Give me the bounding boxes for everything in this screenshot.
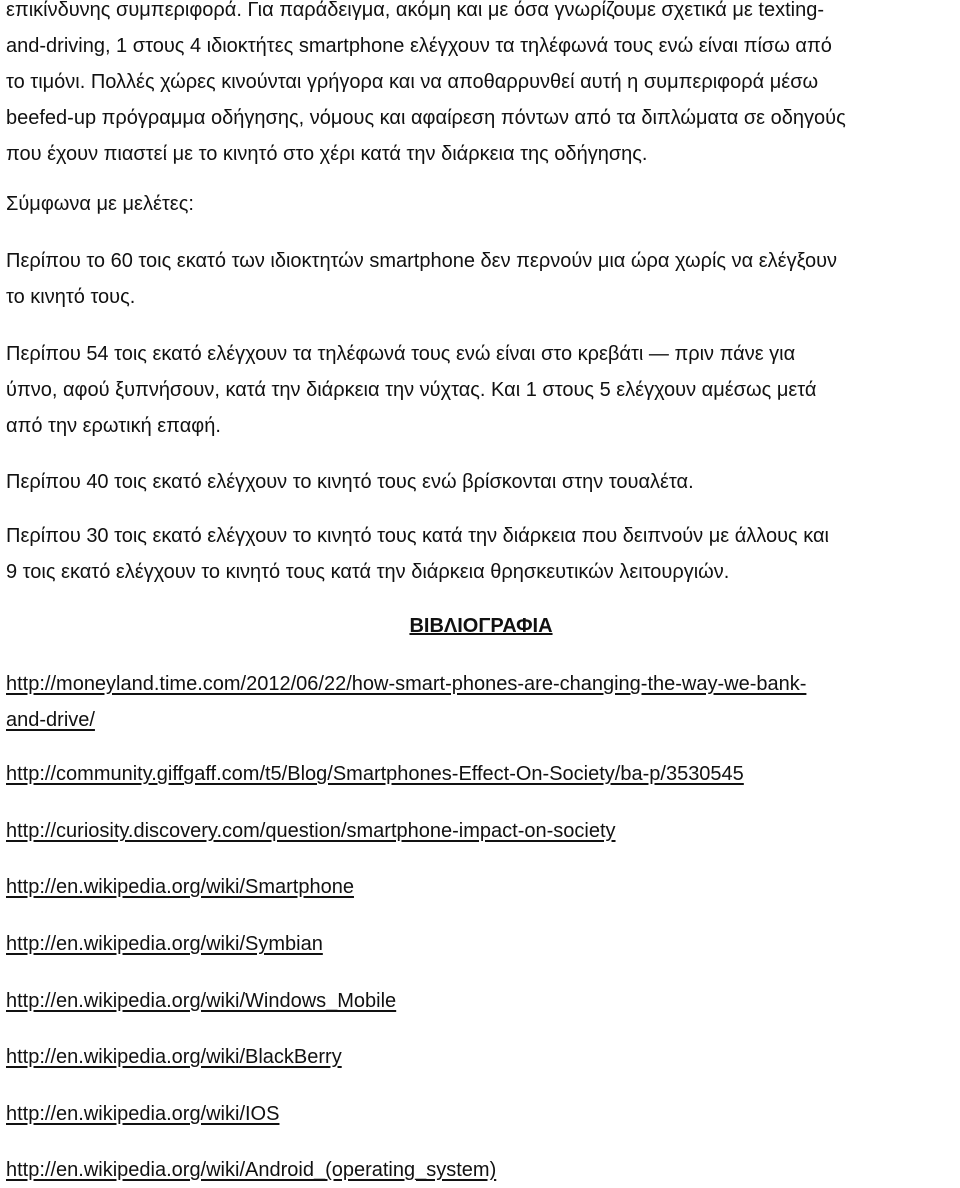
- text-line: από την ερωτική επαφή.: [6, 415, 221, 437]
- text-line: Σύμφωνα με μελέτες:: [6, 193, 194, 215]
- bibliography-link[interactable]: [6, 666, 956, 738]
- bibliography-link[interactable]: http://en.wikipedia.org/wiki/IOS: [6, 1103, 280, 1125]
- bibliography-link[interactable]: http://en.wikipedia.org/wiki/Windows_Mobile: [6, 990, 397, 1012]
- bibliography-link[interactable]: http://en.wikipedia.org/wiki/BlackBerry: [6, 1046, 342, 1068]
- text-line: Περίπου 40 τοις εκατό ελέγχουν το κινητό τους ενώ βρίσκονται στην τουαλέτα.: [6, 471, 694, 493]
- paragraph-stat-40: [6, 464, 956, 500]
- text-line: το τιμόνι. Πολλές χώρες κινούνται γρήγορα και να αποθαρρυνθεί αυτή η συμπεριφορά μέσω: [6, 71, 819, 93]
- paragraph-studies-intro: [6, 186, 956, 222]
- bibliography-link[interactable]: http://community.giffgaff.com/t5/Blog/Smartphones-Effect-On-Society/ba-p/3530545: [6, 763, 744, 785]
- text-line: Περίπου 54 τοις εκατό ελέγχουν τα τηλέφωνά τους ενώ είναι στο κρεβάτι — πριν πάνε για: [6, 343, 796, 365]
- paragraph-stat-30: [6, 518, 956, 590]
- paragraph-texting-driving: [6, 0, 956, 172]
- bibliography-link[interactable]: http://en.wikipedia.org/wiki/Android_(operating_system): [6, 1159, 497, 1181]
- paragraph-stat-54: [6, 336, 956, 444]
- text-line: το κινητό τους.: [6, 286, 136, 308]
- link-line[interactable]: and-drive/: [6, 709, 95, 731]
- text-line: and-driving, 1 στους 4 ιδιοκτήτες smartphone ελέγχουν τα τηλέφωνά τους ενώ είναι πίσω από: [6, 35, 832, 57]
- text-line: Περίπου 30 τοις εκατό ελέγχουν το κινητό τους κατά την διάρκεια που δειπνούν με άλλους και: [6, 525, 829, 547]
- bibliography-heading: ΒΙΒΛΙΟΓΡΑΦΙΑ: [409, 615, 553, 637]
- link-line[interactable]: http://moneyland.time.com/2012/06/22/how-smart-phones-are-changing-the-way-we-bank-: [6, 673, 807, 695]
- text-line: beefed-up πρόγραμμα οδήγησης, νόμους και αφαίρεση πόντων από τα διπλώματα σε οδηγούς: [6, 107, 846, 129]
- paragraph-stat-60: [6, 243, 956, 315]
- bibliography-link[interactable]: http://en.wikipedia.org/wiki/Symbian: [6, 933, 323, 955]
- bibliography-link[interactable]: http://en.wikipedia.org/wiki/Smartphone: [6, 876, 354, 898]
- bibliography-link[interactable]: http://curiosity.discovery.com/question/smartphone-impact-on-society: [6, 820, 616, 842]
- text-line: επικίνδυνης συμπεριφορά. Για παράδειγμα, ακόμη και με όσα γνωρίζουμε σχετικά με texting-: [6, 0, 824, 21]
- text-line: 9 τοις εκατό ελέγχουν το κινητό τους κατά την διάρκεια θρησκευτικών λειτουργιών.: [6, 561, 730, 583]
- text-line: ύπνο, αφού ξυπνήσουν, κατά την διάρκεια την νύχτας. Και 1 στους 5 ελέγχουν αμέσως μετά: [6, 379, 817, 401]
- text-line: που έχουν πιαστεί με το κινητό στο χέρι κατά την διάρκεια της οδήγησης.: [6, 143, 648, 165]
- text-line: Περίπου το 60 τοις εκατό των ιδιοκτητών smartphone δεν περνούν μια ώρα χωρίς να ελέγξουν: [6, 250, 838, 272]
